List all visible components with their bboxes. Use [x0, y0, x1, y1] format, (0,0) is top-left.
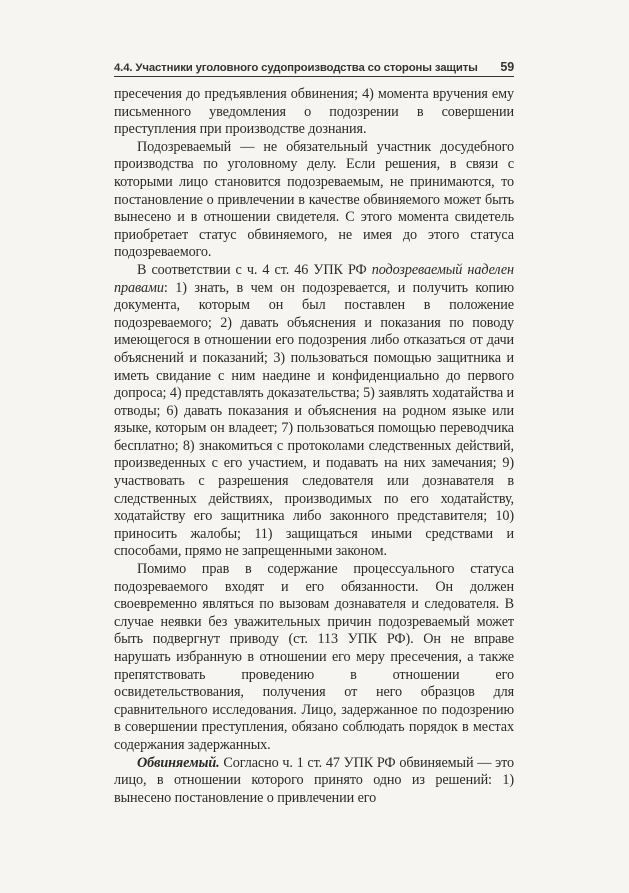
accused-term: Обвиняемый. [137, 754, 220, 771]
paragraph-continuation: пресечения до предъявления обвинения; 4) момента вручения ему письменного уведомления о подозрении в совершении преступления при производстве дознания. [114, 86, 514, 138]
paragraph-suspect-duties: Помимо прав в содержание процессуального статуса подозреваемого входят и его обязанности. Он должен своевременно являться по вызовам дознавателя и следователя. В случае неявки без уважительных причин подозреваемый может быть подвергнут приводу (ст. 113 УПК РФ). Он не вправе нарушать избранную в отношении его меру пресечения, а также препятствовать проведению в отношении его освидетельствования, получения от него образцов для сравнительного исследования. Лицо, задержанное по подозрению в совершении преступления, обязано соблюдать порядок в местах содержания задержанных. [114, 561, 514, 753]
running-header-title: 4.4. Участники уголовного судопроизводства со стороны защиты [114, 62, 478, 74]
rights-term: подозреваемый наделен правами [114, 261, 514, 296]
paragraph-suspect-definition: Подозреваемый — не обязательный участник досудебного производства по уголовному делу. Если решения, в связи с которыми лицо становится подозреваемым, не принимаются, то постановление о привлечении в качестве обвиняемого может быть вынесено и в отношении свидетеля. С этого момента свидетель приобретает статус обвиняемого, не имея до этого статуса подозреваемого. [114, 138, 514, 261]
page-body [114, 86, 514, 807]
paragraph-accused [114, 755, 514, 808]
paragraph-suspect-rights [114, 262, 514, 561]
rights-intro: В соответствии с ч. 4 ст. 46 УПК РФ [137, 261, 367, 278]
rights-list: : 1) знать, в чем он подозревается, и получить копию документа, которым он был поставлен в положение подозреваемого; 2) давать объяснения и показания по поводу имеющегося в отношении его подозрения либо отказаться от дачи объяснений и показаний; 3) пользоваться помощью защитника и иметь свидание с ним наедине и конфиденциально до первого допроса; 4) представлять доказательства; 5) заявлять ходатайства и отводы; 6) давать показания и объяснения на родном языке или языке, которым он владеет; 7) пользоваться помощью переводчика бесплатно; 8) знакомиться с протоколами следственных действий, произведенных с его участием, и подавать на них замечания; 9) участвовать с разрешения следователя или дознавателя в следственных действиях, производимых по его ходатайству, ходатайству его защитника либо законного представителя; 10) приносить жалобы; 11) защищаться иными средствами и способами, прямо не запрещенными законом. [114, 279, 514, 560]
page-number: 59 [500, 60, 514, 74]
running-header [114, 60, 514, 77]
accused-definition: Согласно ч. 1 ст. 47 УПК РФ обвиняемый — это лицо, в отношении которого принято одно из решений: 1) вынесено постановление о привлечении его [114, 754, 514, 806]
